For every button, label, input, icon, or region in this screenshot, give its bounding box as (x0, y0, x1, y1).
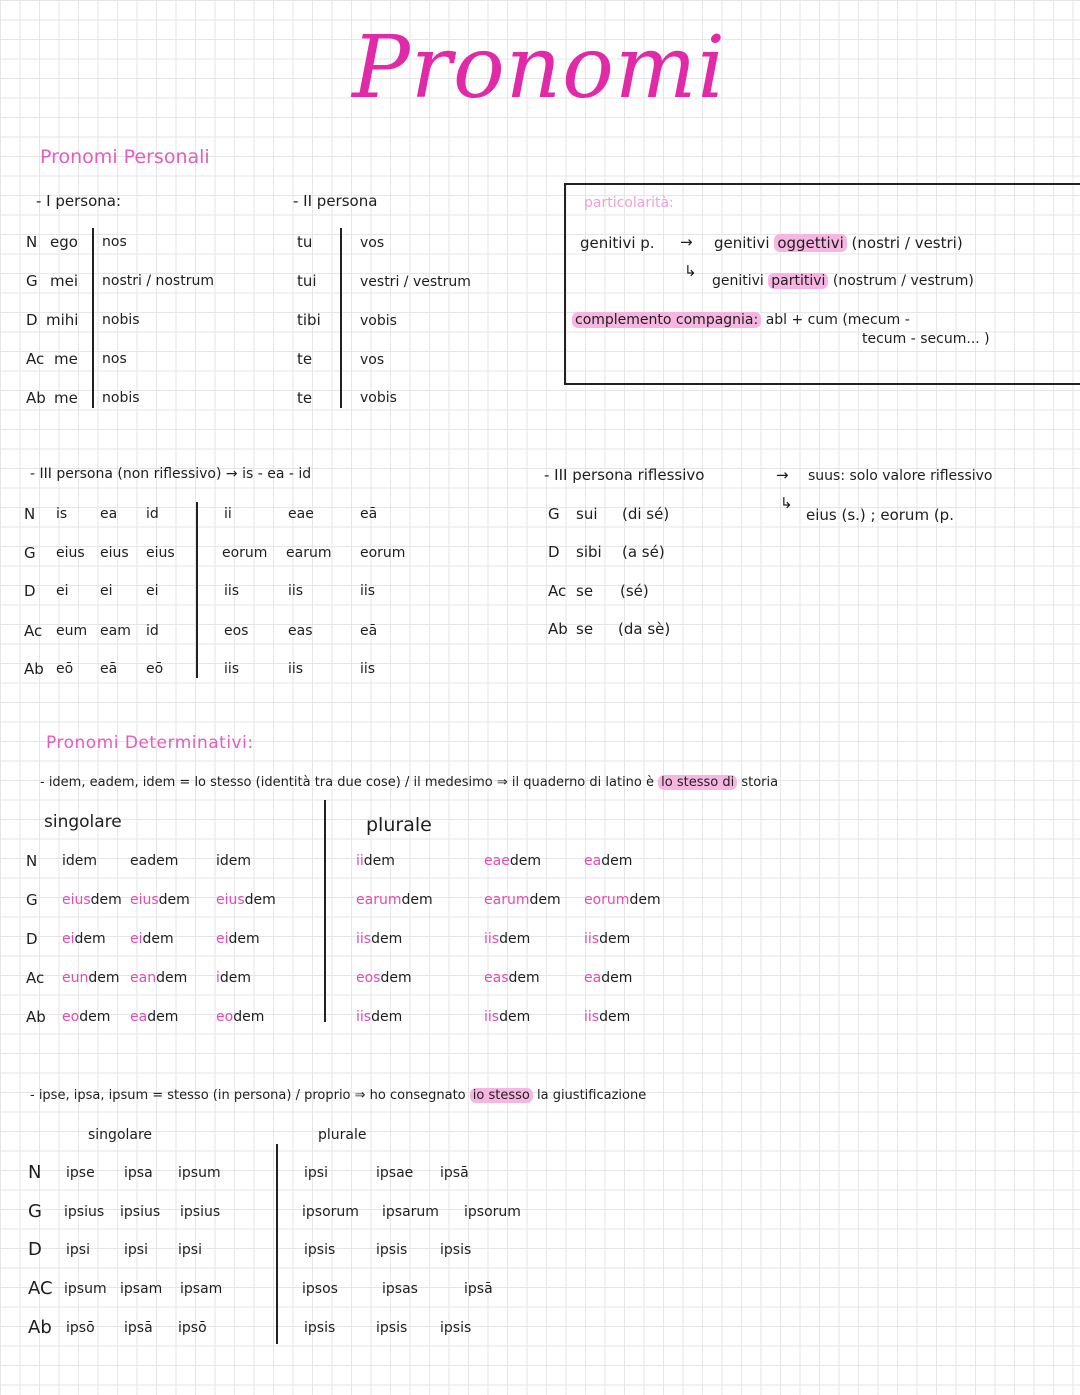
genitivi-label: genitivi p. (580, 234, 655, 252)
stem: iis (356, 931, 372, 947)
suffix: dem (599, 931, 631, 947)
form-plural: eā (360, 623, 378, 639)
form-singular: ipsum (178, 1165, 221, 1181)
idem-form-singular (216, 892, 276, 908)
form-singular: ipsi (124, 1242, 148, 1258)
text: - idem, eadem, idem = lo stesso (identità tra due cose) / il medesimo ⇒ il quaderno di latino è (40, 775, 655, 790)
stem: ei (62, 931, 75, 947)
form-pl: nostri / nostrum (102, 273, 214, 289)
form-plural: ipsas (382, 1281, 418, 1297)
third-refl-note-eius: eius (s.) ; eorum (p. (806, 506, 954, 524)
case-label: D (548, 543, 560, 561)
suffix: dem (74, 931, 106, 947)
form-sg: ego (50, 233, 78, 251)
suffix: dem (219, 970, 252, 986)
highlight-io-stesso: io stesso (470, 1088, 533, 1103)
form-pl: nos (102, 234, 127, 250)
idem-form-plural (484, 970, 540, 986)
second-person-label: - II persona (293, 192, 378, 210)
idem-definition (40, 775, 778, 790)
text: storia (741, 775, 779, 790)
ipse-divider (276, 1144, 278, 1344)
form-plural: eorum (360, 545, 406, 561)
form-plural: iis (288, 583, 304, 599)
form-pl: vos (360, 352, 385, 368)
idem-singular-label: singolare (44, 812, 122, 832)
idem-divider (324, 800, 326, 1022)
ipse-definition (30, 1088, 646, 1103)
form-singular: ipsum (64, 1281, 107, 1297)
idem-plural-label: plurale (366, 814, 432, 836)
stem: ei (216, 931, 229, 947)
form-plural: ipsis (304, 1320, 336, 1336)
idem-form-plural (584, 853, 632, 869)
form-pl: vobis (360, 313, 397, 329)
refl-translation: (sé) (620, 582, 649, 600)
refl-translation: (da sè) (618, 620, 671, 638)
stem: iis (484, 931, 500, 947)
form-plural: iis (224, 583, 240, 599)
form-singular: ipsā (124, 1320, 153, 1336)
refl-translation: (a sé) (622, 543, 665, 561)
form-plural: ipsarum (382, 1204, 439, 1220)
form-singular: eius (100, 545, 129, 561)
idem-form-singular (130, 853, 178, 869)
form-plural: eos (224, 623, 249, 639)
form-singular: ipse (66, 1165, 95, 1181)
form-singular: ipsius (180, 1204, 221, 1220)
stem: ea (130, 1009, 148, 1025)
compagnia-continued: tecum - secum... ) (862, 331, 990, 347)
third-person-divider (196, 502, 198, 678)
suffix: dem (529, 892, 561, 908)
suffix: dem (499, 931, 531, 947)
third-refl-label: - III persona riflessivo (544, 466, 705, 484)
case-label: D (28, 1239, 42, 1260)
form-pl: vestri / vestrum (360, 274, 471, 290)
stem: eun (62, 970, 89, 986)
case-label: G (28, 1201, 42, 1222)
case-label: N (24, 505, 36, 523)
stem: eius (216, 892, 245, 908)
highlight-partitivi: partitivi (768, 273, 828, 289)
stem: iis (584, 1009, 600, 1025)
third-refl-note-suus: suus: solo valore riflessivo (808, 468, 993, 484)
section-heading-determinativi: Pronomi Determinativi: (46, 733, 254, 753)
first-person-label: - I persona: (36, 192, 122, 210)
refl-form: sibi (576, 543, 602, 561)
form-plural: ipsorum (302, 1204, 359, 1220)
highlight-lo-stesso-di: lo stesso di (658, 775, 737, 790)
form-singular: ipsius (64, 1204, 105, 1220)
form-singular: ei (146, 583, 159, 599)
text: abl + cum (mecum - (765, 312, 910, 328)
second-person-divider (340, 228, 342, 408)
page-title: Pronomi (352, 18, 726, 118)
suffix: dem (244, 892, 276, 908)
idem-form-singular (130, 892, 190, 908)
complemento-compagnia (572, 312, 910, 328)
genitivi-oggettivi (714, 234, 963, 252)
form-singular: eō (146, 661, 164, 677)
form-sg: tu (297, 233, 313, 251)
form-singular: eā (100, 661, 118, 677)
idem-form-plural (484, 892, 561, 908)
case-label: G (26, 272, 38, 290)
idem-form-plural (584, 892, 661, 908)
form-singular: ei (56, 583, 69, 599)
form-plural: ipsi (304, 1165, 328, 1181)
suffix: dem (499, 1009, 531, 1025)
suffix: dem (142, 931, 174, 947)
form-plural: eā (360, 506, 378, 522)
ipse-singular-label: singolare (88, 1127, 153, 1143)
stem: eo (62, 1009, 80, 1025)
suffix: dem (401, 892, 433, 908)
first-person-divider (92, 228, 94, 408)
form-pl: vos (360, 235, 385, 251)
case-label: N (26, 852, 38, 870)
form-singular: ea (100, 506, 118, 522)
idem-form-plural (584, 1009, 630, 1025)
stem: ean (130, 970, 157, 986)
text: genitivi (712, 273, 764, 289)
text: genitivi (714, 234, 770, 252)
case-label: AC (28, 1278, 53, 1299)
form-plural: iis (288, 661, 304, 677)
form-plural: ipsis (304, 1242, 336, 1258)
form-sg: tui (297, 272, 317, 290)
form-pl: nobis (102, 312, 140, 328)
form-singular: ipsi (66, 1242, 90, 1258)
text: (nostri / vestri) (851, 234, 963, 252)
form-plural: eae (288, 506, 314, 522)
idem-form-singular (216, 1009, 264, 1025)
text: - ipse, ipsa, ipsum = stesso (in persona) / proprio ⇒ ho consegnato (30, 1088, 466, 1103)
refl-translation: (di sé) (622, 505, 670, 523)
stem: eos (356, 970, 381, 986)
stem: eius (62, 892, 91, 908)
idem-form-singular (130, 1009, 178, 1025)
idem-form-plural (356, 853, 395, 869)
highlight-oggettivi: oggettivi (774, 234, 846, 252)
form-plural: ipsos (302, 1281, 338, 1297)
case-label: G (548, 505, 560, 523)
stem: earum (356, 892, 402, 908)
form-sg: tibi (297, 311, 321, 329)
form-plural: ipsis (376, 1242, 408, 1258)
form-plural: iis (360, 661, 376, 677)
stem: iis (356, 1009, 372, 1025)
form-plural: ipsis (440, 1242, 472, 1258)
idem-form-plural (356, 931, 402, 947)
form-plural: ii (224, 506, 232, 522)
suffix: idem (62, 853, 98, 869)
stem: ii (356, 853, 364, 869)
form-plural: iis (360, 583, 376, 599)
stem: iis (584, 931, 600, 947)
idem-form-plural (356, 970, 412, 986)
idem-form-plural (484, 853, 541, 869)
stem: eas (484, 970, 509, 986)
suffix: dem (233, 1009, 265, 1025)
case-label: Ab (24, 660, 44, 678)
form-singular: eum (56, 623, 88, 639)
form-plural: ipsā (464, 1281, 493, 1297)
form-plural: iis (224, 661, 240, 677)
stem: i (216, 970, 220, 986)
case-label: Ac (548, 582, 567, 600)
case-label: G (24, 544, 36, 562)
idem-form-singular (216, 853, 251, 869)
form-plural: ipsis (440, 1320, 472, 1336)
case-label: D (24, 582, 36, 600)
idem-form-plural (484, 1009, 530, 1025)
form-plural: eorum (222, 545, 268, 561)
form-pl: vobis (360, 390, 397, 406)
stem: ea (584, 853, 602, 869)
suffix: dem (509, 853, 541, 869)
suffix: dem (79, 1009, 111, 1025)
form-pl: nos (102, 351, 127, 367)
case-label: Ab (26, 389, 46, 407)
corner-arrow-icon: ↳ (684, 262, 697, 280)
suffix: dem (156, 970, 188, 986)
stem: eorum (584, 892, 630, 908)
stem: eo (216, 1009, 234, 1025)
case-label: D (26, 930, 38, 948)
form-singular: ipsi (178, 1242, 202, 1258)
form-singular: eam (100, 623, 131, 639)
idem-form-singular (130, 931, 174, 947)
suffix: dem (508, 970, 540, 986)
suffix: dem (371, 1009, 403, 1025)
ipse-plural-label: plurale (318, 1127, 367, 1143)
case-label: Ac (26, 969, 45, 987)
idem-form-plural (584, 970, 632, 986)
form-plural: earum (286, 545, 332, 561)
stem: earum (484, 892, 530, 908)
case-label: Ab (26, 1008, 46, 1026)
suffix: dem (601, 853, 633, 869)
stem: eae (484, 853, 510, 869)
form-singular: eō (56, 661, 74, 677)
form-singular: ipsa (124, 1165, 153, 1181)
stem: iis (484, 1009, 500, 1025)
case-label: N (28, 1162, 42, 1183)
form-sg: me (54, 389, 78, 407)
stem: ea (584, 970, 602, 986)
idem-form-singular (62, 853, 97, 869)
form-singular: eius (146, 545, 175, 561)
suffix: dem (599, 1009, 631, 1025)
idem-form-singular (62, 931, 106, 947)
form-plural: ipsorum (464, 1204, 521, 1220)
form-plural: ipsae (376, 1165, 414, 1181)
idem-form-plural (584, 931, 630, 947)
case-label: N (26, 233, 38, 251)
form-singular: ipsō (66, 1320, 95, 1336)
particolarita-label: particolarità: (584, 195, 674, 211)
suffix: dem (371, 931, 403, 947)
form-sg: mihi (46, 311, 79, 329)
refl-form: sui (576, 505, 598, 523)
form-plural: ipsā (440, 1165, 469, 1181)
form-singular: ipsō (178, 1320, 207, 1336)
stem: eius (130, 892, 159, 908)
suffix: dem (601, 970, 633, 986)
arrow-icon: → (776, 466, 789, 484)
form-singular: id (146, 623, 159, 639)
idem-form-singular (62, 970, 120, 986)
idem-form-singular (130, 970, 187, 986)
form-sg: me (54, 350, 78, 368)
suffix: dem (158, 892, 190, 908)
form-singular: id (146, 506, 159, 522)
form-plural: eas (288, 623, 313, 639)
form-sg: te (297, 389, 313, 407)
suffix: dem (363, 853, 395, 869)
idem-form-plural (356, 892, 433, 908)
form-singular: ipsam (180, 1281, 223, 1297)
section-heading-personali: Pronomi Personali (40, 146, 210, 168)
arrow-icon: → (680, 233, 693, 251)
form-singular: is (56, 506, 68, 522)
case-label: Ac (24, 622, 43, 640)
idem-form-singular (62, 892, 122, 908)
case-label: D (26, 311, 38, 329)
form-sg: mei (50, 272, 79, 290)
form-singular: ipsius (120, 1204, 161, 1220)
suffix: dem (629, 892, 661, 908)
suffix: dem (147, 1009, 179, 1025)
idem-form-singular (216, 931, 260, 947)
idem-form-singular (216, 970, 251, 986)
highlight-compagnia: complemento compagnia: (572, 312, 761, 328)
genitivi-partitivi (712, 273, 974, 289)
case-label: G (26, 891, 38, 909)
case-label: Ab (28, 1317, 52, 1338)
third-person-label: - III persona (non riflessivo) → is - ea - id (30, 466, 312, 482)
suffix: idem (216, 853, 252, 869)
text: la giustificazione (536, 1088, 647, 1103)
corner-arrow-icon: ↳ (780, 494, 793, 512)
stem: ei (130, 931, 143, 947)
suffix: eadem (130, 853, 179, 869)
form-sg: te (297, 350, 313, 368)
refl-form: se (576, 620, 594, 638)
idem-form-singular (62, 1009, 110, 1025)
suffix: dem (90, 892, 122, 908)
case-label: Ac (26, 350, 45, 368)
form-pl: nobis (102, 390, 140, 406)
text: (nostrum / vestrum) (832, 273, 974, 289)
suffix: dem (380, 970, 412, 986)
form-singular: ipsam (120, 1281, 163, 1297)
refl-form: se (576, 582, 594, 600)
suffix: dem (228, 931, 260, 947)
form-singular: eius (56, 545, 85, 561)
case-label: Ab (548, 620, 568, 638)
idem-form-plural (356, 1009, 402, 1025)
idem-form-plural (484, 931, 530, 947)
form-plural: ipsis (376, 1320, 408, 1336)
form-singular: ei (100, 583, 113, 599)
suffix: dem (88, 970, 120, 986)
